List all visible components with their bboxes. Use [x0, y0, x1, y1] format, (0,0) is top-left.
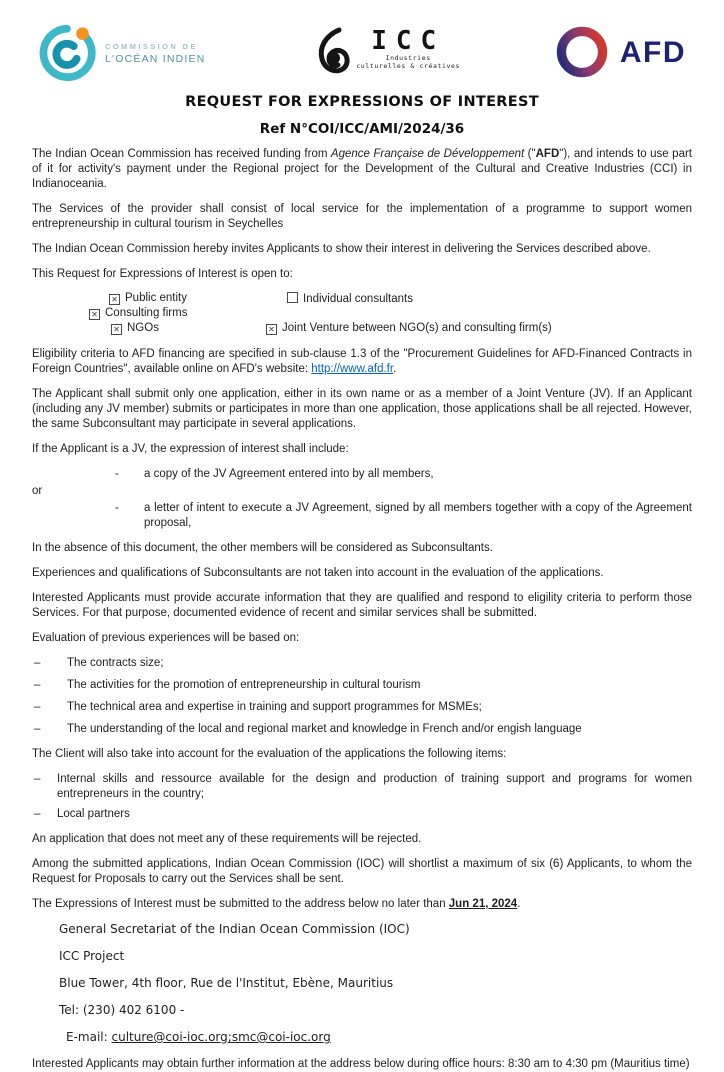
address-street: Blue Tower, 4th floor, Rue de l'Institut, Ebène, Mauritius [59, 976, 394, 990]
list-item-text: Local partners [57, 808, 130, 820]
paragraph-deadline [32, 897, 692, 912]
page-title: REQUEST FOR EXPRESSIONS OF INTEREST [185, 94, 539, 110]
icc-swirl-icon [317, 28, 351, 79]
dash-marker: – [34, 808, 41, 820]
checkbox-row [32, 292, 692, 307]
paragraph-single-application: The Applicant shall submit only one application, either in its own name or as a member of a Joint Venture (JV). If an Applicant (including any JV member) submits or participates in more than one application, those applications shall be all rejected. However, the same Subconsultant may participate in several applications. [32, 388, 692, 430]
checked-checkbox-icon: ✕ [109, 294, 120, 305]
list-item-text: Internal skills and ressource available for the design and production of training support and programs for women entrepreneurs in the country; [57, 773, 692, 800]
paragraph-shortlist: Among the submitted applications, Indian Ocean Commission (IOC) will shortlist a maximum of six (6) Applicants, to whom the Request for Proposals to carry out the Services shall be sent. [32, 858, 692, 885]
coi-name-line2: L'OCÉAN INDIEN [105, 52, 206, 65]
jv-bullet-letter-of-intent [32, 501, 692, 531]
bullet-dash: - [115, 468, 119, 480]
checkbox-row [32, 307, 692, 322]
coi-swirl-icon [38, 23, 96, 84]
paragraph-office-hours: Interested Applicants may obtain further information at the address below during office hours: 8:30 am to 4:30 pm (Mauritius time) [32, 1058, 690, 1070]
deadline-date: Jun 21, 2024 [448, 898, 518, 910]
dash-marker: – [34, 679, 41, 691]
paragraph-funding [32, 147, 692, 192]
paragraph-eligibility [32, 347, 692, 377]
checkbox-row [32, 322, 692, 337]
client-items-list [32, 772, 692, 822]
funding-text: The Indian Ocean Commission has received funding from [32, 148, 331, 160]
email-link-smc[interactable]: smc@coi-ioc.org [231, 1030, 331, 1044]
reference-number: Ref N°COI/ICC/AMI/2024/36 [259, 121, 465, 137]
checked-checkbox-icon: ✕ [89, 309, 100, 320]
paragraph-jv-intro: If the Applicant is a JV, the expression of interest shall include: [32, 443, 349, 455]
paragraph-services: The Services of the provider shall consist of local service for the implementation of a programme to support women entrepreneurship in cultural tourism in Seychelles [32, 203, 692, 230]
checkbox-consulting-firms [89, 307, 187, 320]
checkbox-joint-venture [266, 322, 552, 335]
dash-marker: – [34, 657, 41, 669]
eligibility-text: Eligibility criteria to AFD financing are specified in sub-clause 1.3 of the "Procurement Guidelines for AFD-Financed Contracts in Foreign Countries", available online on AFD's website: [32, 348, 692, 375]
address-project: ICC Project [59, 949, 125, 963]
paragraph-subconsultants: Experiences and qualifications of Subconsultants are not taken into account in the evaluation of the applications. [32, 567, 604, 579]
jv-or-text: or [32, 485, 43, 497]
dash-marker: – [34, 701, 41, 713]
icc-subtitle-line1: Industries [385, 53, 431, 62]
list-item [32, 722, 692, 737]
icc-logo [317, 25, 461, 79]
checkbox-label: Consulting firms [105, 307, 188, 319]
checkbox-ngos [111, 322, 159, 335]
paragraph-accurate-info: Interested Applicants must provide accurate information that they are qualified and respond to eligility criteria to perform those Services. For that purpose, documented evidence of recent and similar services shall be submitted. [32, 592, 692, 619]
paragraph-invitation: The Indian Ocean Commission hereby invites Applicants to show their interest in delivering the Services described above. [32, 243, 651, 255]
afd-ring-icon [554, 24, 610, 83]
checked-checkbox-icon: ✕ [111, 324, 122, 335]
afd-wordmark: AFD [619, 36, 686, 69]
eligibility-checkboxes [32, 292, 692, 337]
unchecked-checkbox-icon [287, 292, 298, 303]
header-logos [32, 20, 692, 86]
email-label: E-mail: [66, 1030, 112, 1044]
address-telephone: Tel: (230) 402 6100 - [59, 1003, 185, 1017]
coi-logo [38, 23, 206, 84]
checked-checkbox-icon: ✕ [266, 324, 277, 335]
afd-abbrev: AFD [535, 148, 560, 160]
list-item [32, 772, 692, 802]
checkbox-label: Joint Venture between NGO(s) and consulting firm(s) [282, 322, 552, 334]
evaluation-criteria-list [32, 656, 692, 737]
jv-bullet-text: a letter of intent to execute a JV Agreement, signed by all members together with a copy of the Agreement proposal, [144, 502, 692, 529]
jv-bullet-text: a copy of the JV Agreement entered into by all members, [144, 468, 434, 480]
list-item-text: The activities for the promotion of entrepreneurship in cultural tourism [67, 679, 421, 691]
list-item [32, 656, 692, 671]
jv-bullet-copy-agreement [32, 467, 692, 482]
address-secretariat: General Secretariat of the Indian Ocean Commission (IOC) [59, 922, 410, 936]
funding-text-post: "), and intends to use part of it for activity's payment under the Regional project for the Development of the Cultural and Creative Industries (CCI) in Indianoceania. [32, 148, 692, 190]
submission-address [32, 922, 692, 1045]
email-separator: ; [227, 1030, 232, 1044]
dash-marker: – [34, 723, 41, 735]
dash-marker: – [34, 773, 41, 785]
checkbox-individual-consultants [287, 292, 413, 305]
afd-french-name: Agence Française de Développement [330, 148, 525, 160]
list-item-text: The understanding of the local and regional market and knowledge in French and/or engish language [67, 723, 582, 735]
deadline-text: The Expressions of Interest must be submitted to the address below no later than [32, 898, 449, 910]
checkbox-label: NGOs [127, 322, 159, 334]
paragraph-client-items-intro: The Client will also take into account for the evaluation of the applications the following items: [32, 748, 507, 760]
address-email-line [59, 1030, 692, 1045]
paragraph-absence: In the absence of this document, the other members will be considered as Subconsultants. [32, 542, 493, 554]
paragraph-open-to: This Request for Expressions of Interest is open to: [32, 268, 293, 280]
icc-logo-text [356, 25, 461, 70]
checkbox-label: Public entity [125, 292, 188, 304]
icc-acronym: ICC [371, 25, 446, 56]
eligibility-text-end: . [393, 363, 397, 375]
list-item [32, 807, 692, 822]
paragraph-rejection: An application that does not meet any of these requirements will be rejected. [32, 833, 422, 845]
checkbox-public-entity [109, 292, 187, 305]
list-item-text: The technical area and expertise in training and support programmes for MSMEs; [67, 701, 482, 713]
list-item [32, 678, 692, 693]
coi-logo-text [105, 42, 206, 65]
list-item [32, 700, 692, 715]
icc-subtitle-line2: culturelles & créatives [356, 61, 461, 70]
list-item-text: The contracts size; [67, 657, 164, 669]
afd-website-link[interactable]: http://www.afd.fr [311, 363, 394, 375]
paragraph-evaluation-intro: Evaluation of previous experiences will be based on: [32, 632, 300, 644]
coi-name-line1: COMMISSION DE [105, 41, 198, 51]
checkbox-label: Individual consultants [303, 293, 413, 305]
afd-logo [554, 24, 686, 83]
email-link-culture[interactable]: culture@coi-ioc.org [111, 1030, 228, 1044]
deadline-text-end: . [517, 898, 521, 910]
bullet-dash: - [115, 502, 119, 514]
funding-text-mid: (" [524, 148, 536, 160]
